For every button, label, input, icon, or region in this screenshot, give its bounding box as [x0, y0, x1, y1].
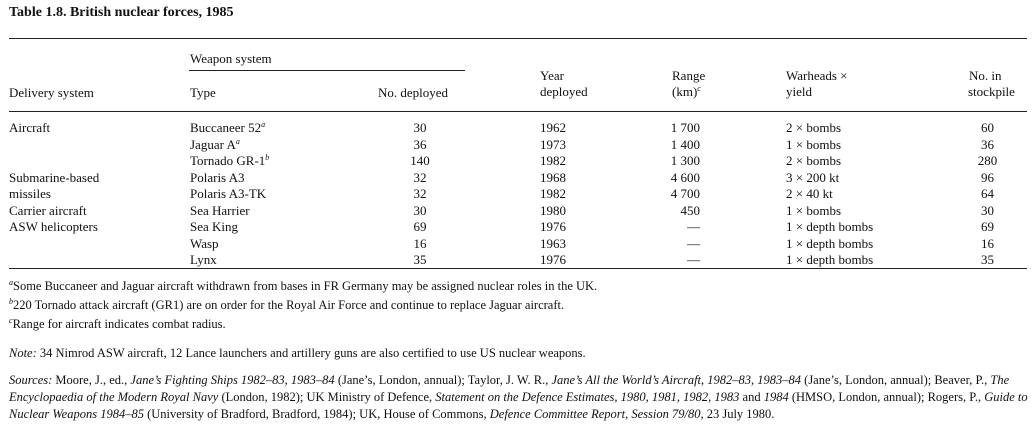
cell-deployed: 32 — [413, 169, 427, 185]
cell-deployed: 35 — [413, 252, 427, 267]
cell-range: 450 — [680, 202, 700, 218]
header-range-line2: (km)$^c$ — [672, 84, 701, 99]
cell-stockpile: 30 — [981, 202, 994, 218]
cell-warheads: 3 × 200 kt — [786, 169, 840, 185]
cell-delivery: Submarine-based — [9, 169, 100, 185]
header-delivery-system: Delivery system — [9, 85, 94, 100]
table-title: Table 1.8. British nuclear forces, 1985 — [9, 5, 234, 20]
cell-warheads: 1 × bombs — [786, 202, 842, 218]
cell-type: Tornado GR-1$^b$ — [190, 153, 270, 168]
bottom-rule — [9, 268, 1027, 269]
header-type: Type — [190, 85, 216, 100]
cell-range: 1 300 — [670, 153, 700, 168]
cell-deployed: 140 — [410, 153, 430, 168]
cell-warheads: 1 × depth bombs — [786, 219, 874, 234]
cell-type: Sea Harrier — [190, 202, 250, 218]
cell-stockpile: 69 — [981, 219, 994, 234]
cell-delivery: Aircraft — [9, 120, 51, 135]
cell-range: 1 400 — [670, 136, 700, 152]
cell-range: — — [687, 235, 700, 251]
cell-stockpile: 96 — [981, 169, 994, 185]
cell-stockpile: 36 — [981, 136, 994, 152]
header-rule — [9, 111, 1027, 112]
cell-deployed: 30 — [413, 120, 427, 135]
header-year-line1: Year — [540, 68, 564, 83]
cell-deployed: 69 — [413, 219, 427, 234]
cell-stockpile: 280 — [977, 153, 998, 168]
note: Note: 34 Nimrod ASW aircraft, 12 Lance launchers and artillery guns are also certified to use US nuclear weapons. — [9, 346, 586, 360]
cell-year: 1963 — [540, 235, 566, 251]
cell-warheads: 2 × bombs — [786, 153, 842, 168]
cell-warheads: 2 × 40 kt — [786, 186, 833, 201]
weapon-system-rule — [189, 70, 465, 71]
cell-type: Polaris A3-TK — [190, 186, 267, 201]
cell-warheads: 1 × depth bombs — [786, 235, 874, 251]
header-weapon-system: Weapon system — [190, 51, 272, 66]
top-rule — [9, 38, 1027, 39]
cell-deployed: 30 — [413, 202, 427, 218]
cell-year: 1968 — [540, 169, 566, 185]
header-stockpile-line1: No. in — [969, 68, 1002, 83]
cell-year: 1976 — [540, 219, 566, 234]
cell-delivery: ASW helicopters — [9, 219, 98, 234]
cell-range: 1 700 — [670, 120, 700, 135]
cell-deployed: 32 — [413, 186, 427, 201]
cell-range: — — [687, 219, 700, 234]
cell-range: — — [687, 252, 700, 267]
cell-deployed: 36 — [413, 136, 427, 152]
cell-year: 1973 — [540, 136, 566, 152]
cell-range: 4 700 — [670, 186, 700, 201]
cell-year: 1982 — [540, 153, 566, 168]
footnote-a: $^a$Some Buccaneer and Jaguar aircraft withdrawn from bases in FR Germany may be assigned nuclear roles in the UK. — [9, 278, 598, 293]
cell-warheads: 1 × bombs — [786, 136, 842, 152]
cell-delivery: missiles — [9, 186, 51, 201]
header-no-deployed: No. deployed — [378, 85, 449, 100]
cell-deployed: 16 — [413, 235, 427, 251]
cell-type: Sea King — [190, 219, 239, 234]
cell-stockpile: 64 — [981, 186, 994, 201]
header-year-line2: deployed — [540, 84, 588, 99]
cell-stockpile: 60 — [981, 120, 994, 135]
header-warheads-line2: yield — [786, 84, 812, 99]
cell-year: 1962 — [540, 120, 566, 135]
cell-warheads: 2 × bombs — [786, 120, 842, 135]
cell-delivery: Carrier aircraft — [9, 202, 87, 218]
sources: Sources: Moore, J., ed., Jane’s Fighting Ships 1982–83, 1983–84 (Jane’s, London, annual); Taylor, J. W. R., Jane’s All the World’s Aircraft, 1982–83, 1983–84 (Jane’s, London, annual); Beaver, P., The Encyclopaedia of the Modern Royal Navy (London, 1982); UK Ministry of Defence, Statement on the Defence Estimates, 1980, 1981, 1982, 1983 and 1984 (HMSO, London, annual); Rogers, P., Guide to Nuclear Weapons 1984–85 (University of Bradford, Bradford, 1984); UK, House of Commons, Defence Committee Report, Session 79/80, 23 July 1980. — [9, 373, 1028, 421]
cell-type: Polaris A3 — [190, 169, 245, 185]
footnote-b: $^b$220 Tornado attack aircraft (GR1) are on order for the Royal Air Force and continue to replace Jaguar aircraft. — [9, 297, 565, 312]
cell-type: Buccaneer 52$^a$ — [190, 120, 266, 135]
cell-type: Wasp — [190, 235, 219, 251]
cell-type: Jaguar $A^a$ — [190, 136, 240, 152]
cell-warheads: 1 × depth bombs — [786, 252, 874, 267]
cell-range: 4 600 — [670, 169, 700, 185]
cell-year: 1980 — [540, 202, 566, 218]
header-warheads-line1: Warheads × — [786, 68, 848, 83]
cell-type: Lynx — [190, 252, 217, 267]
cell-stockpile: 35 — [981, 252, 994, 267]
cell-stockpile: 16 — [981, 235, 994, 251]
cell-year: 1976 — [540, 252, 566, 267]
cell-year: 1982 — [540, 186, 566, 201]
footnote-c: $^c$Range for aircraft indicates combat radius. — [9, 316, 226, 331]
header-stockpile-line2: stockpile — [968, 84, 1015, 99]
header-range-line1: Range — [672, 68, 706, 83]
